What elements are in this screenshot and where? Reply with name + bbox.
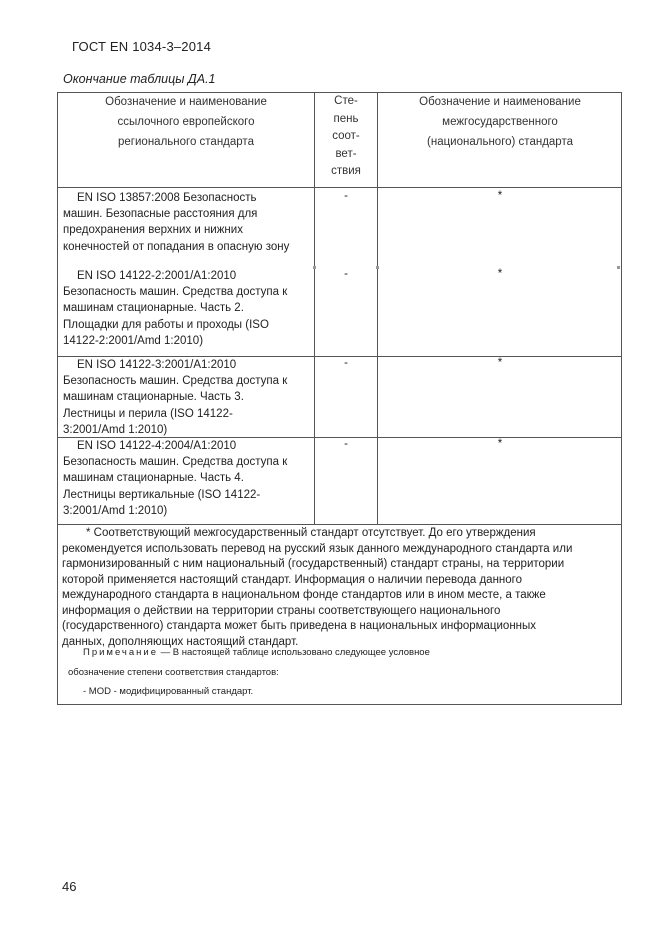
row-line: 3:2001/Amd 1:2010) (63, 504, 168, 517)
header-bottom-line (57, 187, 622, 188)
footnote-line: международного стандарта в национальном фонде стандартов или в ином месте, а также (62, 589, 546, 601)
row-line: Безопасность машин. Средства доступа к (63, 286, 288, 299)
row-line: машинам стационарные. Часть 4. (63, 472, 244, 485)
row-line: Площадки для работы и проходы (ISO (63, 318, 269, 331)
header-col-2-line: соот- (332, 130, 360, 142)
table-row (63, 190, 313, 255)
standard-cell: * (497, 438, 503, 450)
footnote-line: которой применяется настоящий стандарт. Информация о наличии перевода данного (62, 573, 523, 586)
document-header: ГОСТ EN 1034-3–2014 (72, 39, 212, 54)
row-line: Лестницы и перила (ISO 14122- (63, 407, 233, 420)
table-mark (376, 266, 379, 269)
note-text: — В настоящей таблице использовано следующее условное (158, 647, 430, 658)
footnote-line: * Соответствующий межгосударственный стандарт отсутствует. До его утверждения (86, 527, 536, 539)
table-caption: Окончание таблицы ДА.1 (63, 72, 216, 86)
footnote (62, 526, 618, 650)
standard-cell: * (497, 268, 503, 280)
header-col-3-line: межгосударственного (442, 116, 558, 128)
note-label: Примечание (83, 647, 158, 658)
header-col-3 (378, 92, 622, 152)
note-line-2: обозначение степени соответствия стандартов: (68, 667, 279, 678)
row-line: EN ISO 14122-2:2001/A1:2010 (77, 270, 237, 282)
note-line-3: - MOD - модифицированный стандарт. (83, 686, 254, 697)
row-line: EN ISO 13857:2008 Безопасность (77, 192, 257, 204)
degree-cell: - (344, 357, 348, 369)
header-col-2-line: вет- (335, 147, 357, 160)
header-col-1-line: Обозначение и наименование (105, 96, 267, 108)
header-col-1 (62, 92, 310, 152)
row-line: конечностей от попадания в опасную зону (63, 240, 290, 253)
table-mark (313, 266, 316, 269)
row-line: предохранения верхних и нижних (63, 224, 243, 237)
row-line: машинам стационарные. Часть 2. (63, 302, 244, 315)
note-line-1 (83, 647, 430, 658)
header-col-2-line: пень (333, 112, 359, 125)
row-line: Безопасность машин. Средства доступа к (63, 375, 288, 388)
degree-cell: - (344, 190, 348, 202)
row-line: Безопасность машин. Средства доступа к (63, 456, 288, 469)
row-line: машин. Безопасные расстояния для (63, 208, 258, 221)
page-number: 46 (62, 879, 77, 894)
header-col-1-line: регионального стандарта (118, 136, 254, 148)
header-col-2-line: Сте- (334, 95, 358, 107)
footnote-line: данных, дополняющих настоящий стандарт. (62, 635, 299, 648)
header-col-3-line: (национального) стандарта (427, 136, 573, 148)
row-line: EN ISO 14122-4:2004/A1:2010 (77, 440, 237, 452)
row-divider-4 (57, 524, 622, 525)
standard-cell: * (497, 190, 503, 202)
header-col-2-line: ствия (331, 165, 361, 177)
degree-cell: - (344, 438, 348, 450)
header-col-2 (315, 92, 377, 181)
footnote-line: рекомендуется использовать перевод на русский язык данного международного стандарта или (62, 542, 573, 555)
footnote-line: гармонизированный с ним национальный (государственный) стандарт страны, на территории (62, 558, 565, 570)
header-col-3-line: Обозначение и наименование (419, 96, 581, 108)
table-row (63, 268, 313, 349)
footnote-line: (государственного) стандарта может быть приведена в национальных информационных (62, 620, 537, 632)
standard-cell: * (497, 357, 503, 369)
row-line: EN ISO 14122-3:2001/A1:2010 (77, 359, 237, 371)
row-line: Лестницы вертикальные (ISO 14122- (63, 488, 261, 501)
degree-cell: - (344, 268, 348, 280)
table-mark (617, 266, 620, 269)
row-line: машинам стационарные. Часть 3. (63, 391, 244, 404)
footnote-line: информация о действии на территории страны соответствующего национального (62, 604, 501, 617)
header-col-1-line: ссылочного европейского (117, 116, 255, 128)
table-row (63, 438, 313, 519)
column-divider-2 (377, 92, 378, 524)
table-row (63, 357, 313, 438)
row-line: 3:2001/Amd 1:2010) (63, 423, 168, 436)
row-line: 14122-2:2001/Amd 1:2010) (63, 334, 204, 347)
